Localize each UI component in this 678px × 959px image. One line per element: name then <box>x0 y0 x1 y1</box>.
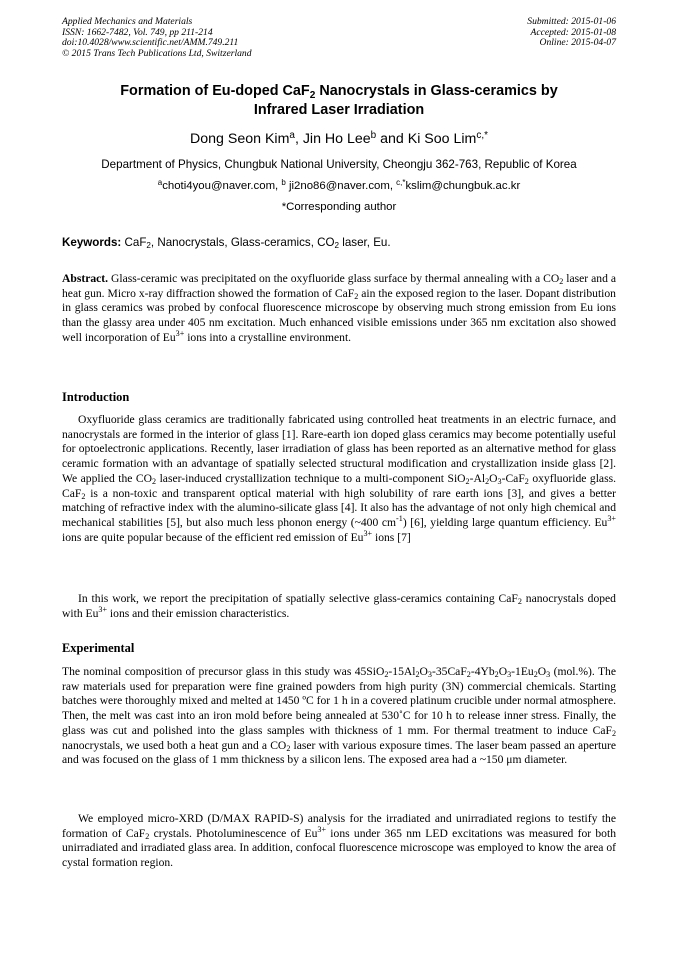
introduction-paragraph-2: In this work, we report the precipitation of spatially selective glass-ceramics containing CaF$_2$ nanocrystals doped with $Eu^{3+}$ ions and their emission characteristics. <box>62 592 616 620</box>
paper-title <box>62 82 616 119</box>
corresponding-author-note: *Corresponding author <box>281 201 397 213</box>
experimental-paragraph-2: We employed micro-XRD (D/MAX RAPID-S) analysis for the irradiated and unirradiated regions to testify the formation of CaF$_2$ crystals. Photoluminescence of $Eu^{3+}$ ions under 365 nm LED excitations was measured for both unirradiated and irradiated glass area. In addition, confocal fluorescence microscope was employed to know the area of cystal formation region. <box>62 812 616 870</box>
author-list: Dong Seon Kim$^a$, Jin Ho Lee$^b$ and Ki Soo Lim$^{c,*}$ <box>190 129 488 147</box>
author-name: Dong Seon Kim <box>190 131 290 147</box>
keywords: Keywords: CaF$_2$, Nanocrystals, Glass-ceramics, $CO_2$ laser, Eu. <box>62 236 391 251</box>
accepted-date: Accepted: 2015-01-08 <box>530 26 616 38</box>
keywords-label: Keywords: <box>62 236 122 249</box>
author-name: Ki Soo Lim <box>407 131 477 147</box>
abstract-label: Abstract. <box>62 272 109 285</box>
title-line-1: Formation of Eu-doped CaF$_2$ Nanocrystals in Glass-ceramics by <box>120 83 558 101</box>
abstract: Abstract. Glass-ceramic was precipitated on the oxyfluoride glass surface by thermal annealing with a $CO_2$ laser and a heat gun. Micro x-ray diffraction showed the formation of CaF$_2$ ain the exposed region to the laser. Dopant distribution in glass ceramics was probed by confocal fluorescence microscope by observing much strong emission from Eu ions than the glassy area under 405 nm excitation. Much enhanced visible emissions under 365 nm excitation also showed well incorporation of $Eu^{3+}$ ions into a crystalline environment. <box>62 272 617 344</box>
experimental-paragraph-1: The nominal composition of precursor glass in this study was $45SiO_2-15Al_2O_3-35CaF_2-4Yb_2O_3-1Eu_2O_3$ (mol.%). The raw materials used for preparation were fine grained powders from high purity (3N) commercial chemicals. Starting batches were thoroughly mixed and melted at 1450 ºC for 1 h in a covered platinum crucible under normal atmosphere. Then, the melt was cast into an iron mold before being annealed at 530˚C for 10 h to release inner stress. Finally, the glass was cut and polished into the glass samples with thickness of 1 mm. For thermal treatment to induce CaF$_2$ nanocrystals, we used both a heat gun and a $CO_2$ laser with various exposure times. The laser beam passed an aperture and was focused on the glass of 1 mm thickness by a silicon lens. The exposed area had a ~150 μm diameter. <box>62 665 617 767</box>
author-emails: $^a$choti4you@naver.com, $^b$ ji2no86@naver.com, $^{c,*}$kslim@chungbuk.ac.kr <box>157 177 521 192</box>
submission-dates <box>527 17 616 49</box>
journal-doi: doi:10.4028/www.scientific.net/AMM.749.211 <box>62 37 239 49</box>
section-heading-experimental: Experimental <box>62 641 135 655</box>
affiliation: Department of Physics, Chungbuk National University, Cheongju 362-763, Republic of Korea <box>101 158 577 171</box>
journal-info <box>62 17 252 59</box>
title-line-2: Infrared Laser Irradiation <box>253 101 425 118</box>
journal-copyright: © 2015 Trans Tech Publications Ltd, Switzerland <box>62 47 252 59</box>
submitted-date: Submitted: 2015-01-06 <box>527 16 616 27</box>
online-date: Online: 2015-04-07 <box>539 37 616 49</box>
journal-name: Applied Mechanics and Materials <box>62 16 193 27</box>
journal-issn: ISSN: 1662-7482, Vol. 749, pp 211-214 <box>62 26 213 38</box>
author-name: Jin Ho Lee <box>302 131 371 147</box>
section-heading-introduction: Introduction <box>62 390 130 404</box>
introduction-paragraph-1: Oxyfluoride glass ceramics are traditionally fabricated using controlled heat treatments in an electric furnace, and nanocrystals are formed in the interior of glass [1]. Rare-earth ion doped glass ceramics may become potentially useful for optoelectronic applications. Recently, laser irradiation of glass has been reported as an alternative method for glass ceramic formation with an advantage of spatially selected structural modification and crystallization inside glass [2]. We applied the $CO_2$ laser-induced crystallization technique to a multi-component $SiO_2-Al_2O_3-CaF_2$ oxyfluoride glass. CaF$_2$ is a non-toxic and transparent optical material with high solubility of rare earth ions [3], and gives a better matching of refractive index with the alumino-silicate glass [4]. It also has the advantage of not only high chemical and mechanical stabilities [5], but also much less phonon energy (~400 $cm^{-1}$) [6], yielding large quantum efficiency. $Eu^{3+}$ ions are quite popular because of the efficient red emission of $Eu^{3+}$ ions [7] <box>62 413 616 544</box>
